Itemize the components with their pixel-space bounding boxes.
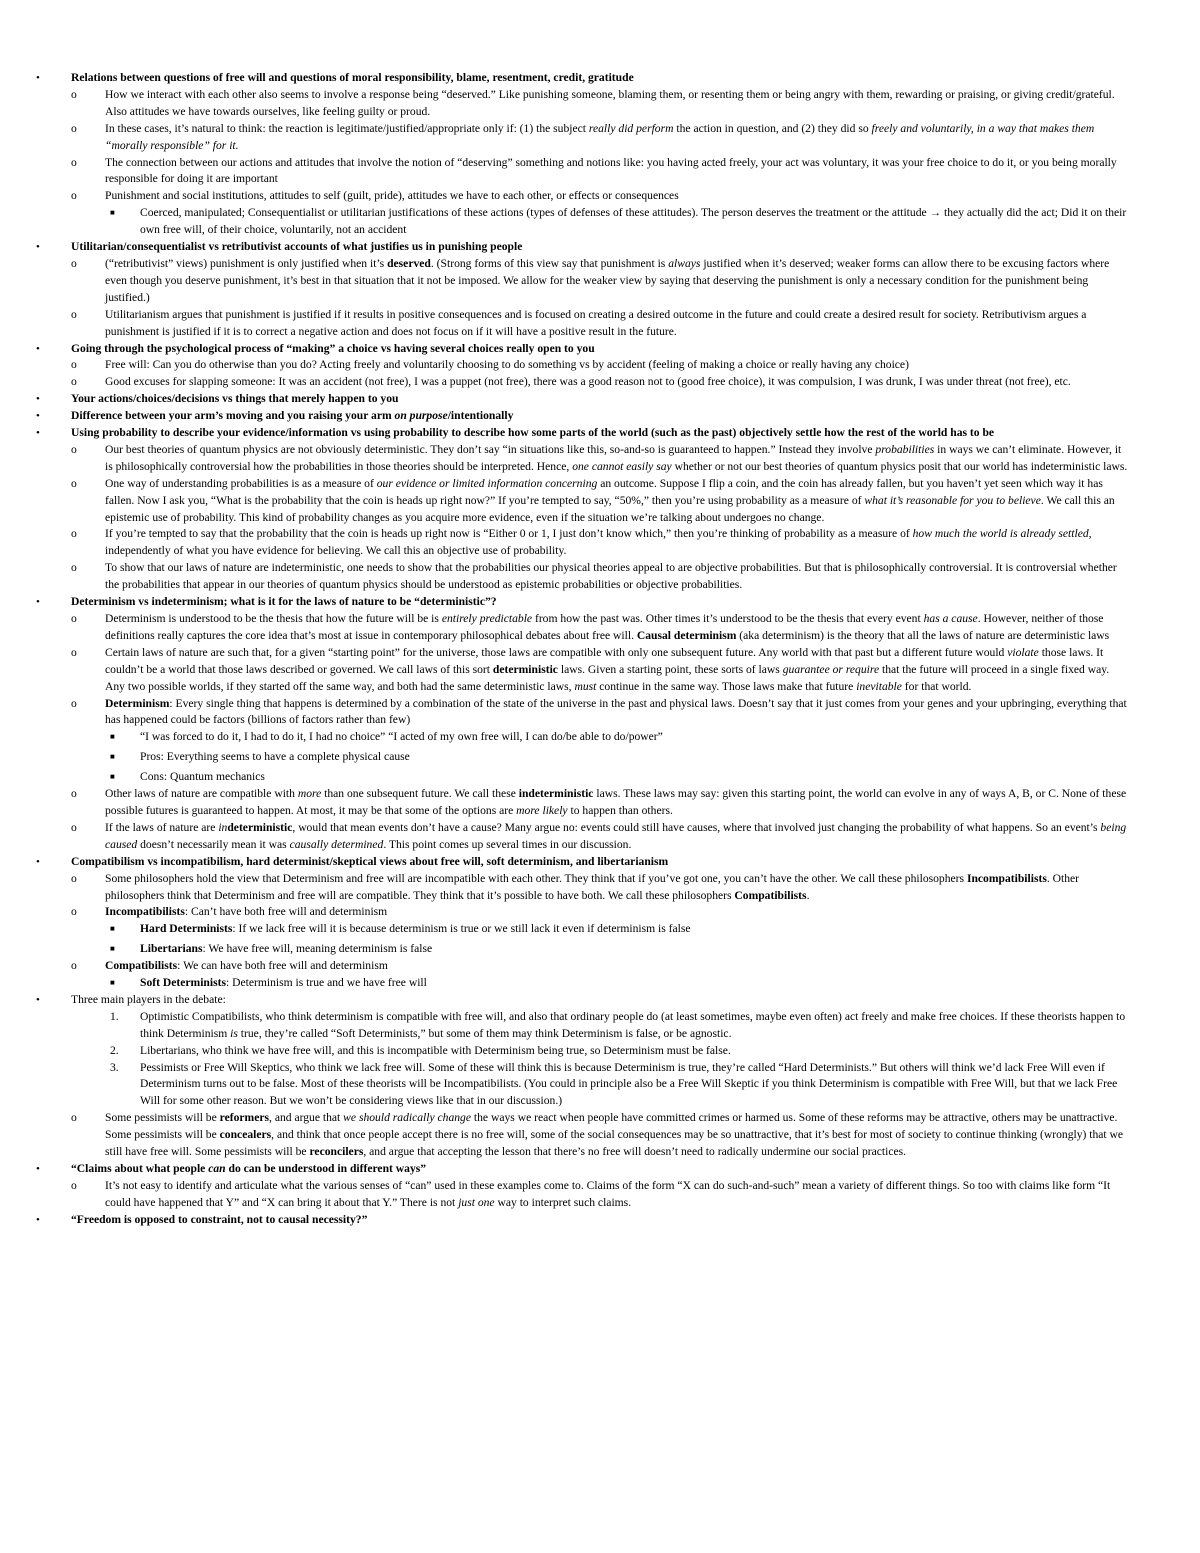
bullet-marker: o xyxy=(71,527,77,541)
bullet-marker: • xyxy=(36,596,40,609)
bullet-marker: o xyxy=(71,905,77,919)
bullet-marker: • xyxy=(36,427,40,440)
bullet-marker: o xyxy=(71,87,77,101)
item-text: Incompatibilists: Can’t have both free will and determinism xyxy=(105,905,388,919)
item-text: Libertarians: We have free will, meaning determinism is false xyxy=(140,942,433,956)
item-text: Coerced, manipulated; Consequentialist or utilitarian justifications of these actions (types of defenses of these attitudes). The person deserves the treatment or the attitude → they actually did the act; Did it on their own free will, of their choice, voluntarily, not an accident xyxy=(140,206,1127,237)
numbered-item xyxy=(105,1060,1130,1111)
sub-item xyxy=(70,871,1130,905)
sub-item xyxy=(70,476,1130,527)
heading-item xyxy=(34,391,1130,408)
sub-item xyxy=(70,786,1130,820)
item-text: Going through the psychological process of “making” a choice vs having several choices really open to you xyxy=(71,341,595,355)
item-text: Hard Determinists: If we lack free will it is because determinism is true or we still lack it even if determinism is false xyxy=(140,922,691,936)
sub-item xyxy=(70,155,1130,189)
item-text: Certain laws of nature are such that, for a given “starting point” for the universe, those laws are compatible with only one subsequent future. Any world with that past but a different future would violate those laws. It couldn’t be a world that those laws described or governed. We call laws of this sort deterministic laws. Given a starting point, these sorts of laws guarantee or require that the future will proceed in a single fixed way. Any two possible worlds, if they started off the same way, and both had the same deterministic laws, must continue in the same way. Those laws make that future inevitable for that world. xyxy=(105,645,1110,693)
item-text: Libertarians, who think we have free will, and this is incompatible with Determinism being true, so Determinism must be false. xyxy=(140,1043,731,1057)
item-text: Difference between your arm’s moving and you raising your arm on purpose/intentionally xyxy=(71,409,514,423)
sub-item xyxy=(70,1110,1130,1161)
bullet-marker: 2. xyxy=(110,1043,119,1057)
sub-sub-item xyxy=(105,941,1130,958)
bullet-marker: • xyxy=(36,342,40,355)
sub-item xyxy=(70,611,1130,645)
bullet-marker: o xyxy=(71,307,77,321)
sub-sub-item xyxy=(105,205,1130,239)
bullet-marker: o xyxy=(71,375,77,389)
bullet-marker: o xyxy=(71,121,77,135)
bullet-marker: 3. xyxy=(110,1060,119,1074)
bullet-marker: o xyxy=(71,442,77,456)
item-text: Some philosophers hold the view that Determinism and free will are incompatible with each other. They think that if you’ve got one, you can’t have the other. We call these philosophers Incompatibilists. Other philosophers think that Determinism and free will are compatible. They think that it’s possible to have both. We call these philosophers Compatibilists. xyxy=(105,871,1080,902)
bullet-marker: • xyxy=(36,393,40,406)
heading-item xyxy=(34,1161,1130,1178)
bullet-marker: o xyxy=(71,959,77,973)
item-text: It’s not easy to identify and articulate what the various senses of “can” used in these examples come to. Claims of the form “X can do such-and-such” mean a variety of different things. So too with claims like form “It could have happened that Y” and “X can bring it about that Y.” There is not just one way to interpret such claims. xyxy=(105,1178,1111,1209)
item-text: “I was forced to do it, I had to do it, I had no choice” “I acted of my own free will, I can do/be able to do/power” xyxy=(140,730,663,744)
heading-item xyxy=(34,341,1130,358)
list-item xyxy=(34,992,1130,1009)
numbered-item xyxy=(105,1009,1130,1043)
heading-item xyxy=(34,425,1130,442)
item-text: Optimistic Compatibilists, who think determinism is compatible with free will, and also that ordinary people do (at least sometimes, maybe even often) act freely and make free choices. If these theorists happen to think Determinism is true, they’re called “Soft Determinists,” but some of them may think Determinism is false, or be agnostic. xyxy=(140,1009,1126,1040)
sub-item xyxy=(70,307,1130,341)
sub-item xyxy=(70,958,1130,975)
item-text: Some pessimists will be reformers, and argue that we should radically change the ways we react when people have committed crimes or harmed us. Some of these reforms may be attractive, others may be unattractive. Some pessimists will be concealers, and think that once people accept there is no free will, some of the social consequences may be so unattractive, that it’s best for most of society to continue thinking (wrongly) that we still have free will. Some pessimists will be reconcilers, and argue that accepting the lesson that there’s no free will doesn’t need to radically undermine our social practices. xyxy=(105,1111,1124,1159)
item-text: Cons: Quantum mechanics xyxy=(140,770,265,784)
item-text: “Freedom is opposed to constraint, not to causal necessity?” xyxy=(71,1212,368,1226)
sub-sub-item xyxy=(105,975,1130,992)
bullet-marker: • xyxy=(36,1213,40,1226)
heading-item xyxy=(34,70,1130,87)
heading-item xyxy=(34,594,1130,611)
sub-item xyxy=(70,188,1130,205)
bullet-marker: • xyxy=(36,993,40,1006)
bullet-marker: o xyxy=(71,1178,77,1192)
bullet-marker: o xyxy=(71,256,77,270)
item-text: Your actions/choices/decisions vs things that merely happen to you xyxy=(71,392,399,406)
item-text: Punishment and social institutions, attitudes to self (guilt, pride), attitudes we have to each other, or effects or consequences xyxy=(105,189,679,203)
item-text: Relations between questions of free will and questions of moral responsibility, blame, resentment, credit, gratitude xyxy=(71,71,634,84)
item-text: Three main players in the debate: xyxy=(71,992,226,1006)
item-text: Compatibilists: We can have both free will and determinism xyxy=(105,959,388,973)
sub-item xyxy=(70,256,1130,307)
item-text: If you’re tempted to say that the probability that the coin is heads up right now is “Either 0 or 1, I just don’t know which,” then you’re thinking of probability as a measure of how much the world is already settled, independently of what you have evidence for believing. We call this an objective use of probability. xyxy=(105,527,1092,558)
item-text: The connection between our actions and attitudes that involve the notion of “deserving” something and notions like: you having acted freely, your act was voluntary, it was your free choice to do it, or you being morally responsible for doing it are important xyxy=(105,155,1117,186)
sub-item xyxy=(70,1178,1130,1212)
item-text: In these cases, it’s natural to think: the reaction is legitimate/justified/appropriate only if: (1) the subject really did perform the action in question, and (2) they did so freely and voluntarily, in a way that makes them “morally responsible” for it. xyxy=(105,121,1095,152)
sub-item xyxy=(70,121,1130,155)
bullet-marker: ■ xyxy=(110,944,115,954)
bullet-marker: ■ xyxy=(110,924,115,934)
sub-sub-item xyxy=(105,749,1130,766)
sub-item xyxy=(70,645,1130,696)
bullet-marker: ■ xyxy=(110,978,115,988)
item-text: Determinism is understood to be the thesis that how the future will be is entirely predictable from how the past was. Other times it’s understood to be the thesis that every event has a cause. However, neither of those definitions really captures the core idea that’s most at issue in contemporary philosophical debates about free will. Causal determinism (aka determinism) is the theory that all the laws of nature are deterministic laws xyxy=(105,612,1110,642)
sub-item xyxy=(70,526,1130,560)
bullet-marker: • xyxy=(36,410,40,423)
heading-item xyxy=(34,1212,1130,1229)
item-text: Utilitarianism argues that punishment is justified if it results in positive consequences and is focused on creating a desired outcome in the future and could create a desired result for society. Retributivism argues a punishment is justified if it is to correct a negative action and does not focus on if it will have a positive result in the future. xyxy=(105,307,1087,338)
sub-item xyxy=(70,357,1130,374)
bullet-marker: ■ xyxy=(110,732,115,742)
item-text: Our best theories of quantum physics are not obviously deterministic. They don’t say “in situations like this, so-and-so is guaranteed to happen.” Instead they involve probabilities in ways we can’t eliminate. However, it is philosophically controversial how the probabilities in those theories should be interpreted. Hence, one cannot easily say whether or not our best theories of quantum physics posit that our world has indeterministic laws. xyxy=(105,442,1128,473)
sub-item xyxy=(70,904,1130,921)
item-text: Free will: Can you do otherwise than you do? Acting freely and voluntarily choosing to do something vs by accident (feeling of making a choice or really having any choice) xyxy=(105,358,909,372)
heading-item xyxy=(34,854,1130,871)
item-text: Soft Determinists: Determinism is true and we have free will xyxy=(140,976,427,990)
sub-item xyxy=(70,820,1130,854)
heading-item xyxy=(34,239,1130,256)
bullet-marker: o xyxy=(71,820,77,834)
bullet-marker: o xyxy=(71,476,77,490)
item-text: To show that our laws of nature are indeterministic, one needs to show that the probabilities our physical theories appeal to are objective probabilities. But that is philosophically controversial. It is controversial whether the probabilities that appear in our theories of quantum physics should be understood as epistemic probabilities or objective probabilities. xyxy=(105,561,1117,592)
item-text: Determinism vs indeterminism; what is it for the laws of nature to be “deterministic”? xyxy=(71,595,497,609)
item-text: (“retributivist” views) punishment is only justified when it’s deserved. (Strong forms of this view say that punishment is always justified when it’s deserved; weaker forms can allow there to be excusing factors where even though you deserve punishment, it’s best in that situation that it not be imposed. We allow for the weaker view by saying that deserving the punishment is only a necessary condition for the punishment being justified.) xyxy=(105,256,1110,304)
bullet-marker: 1. xyxy=(110,1009,119,1023)
sub-sub-item xyxy=(105,921,1130,938)
heading-item xyxy=(34,408,1130,425)
bullet-marker: • xyxy=(36,855,40,868)
bullet-marker: o xyxy=(71,612,77,625)
bullet-marker: ■ xyxy=(110,752,115,762)
bullet-marker: o xyxy=(71,1111,77,1125)
bullet-marker: o xyxy=(71,358,77,372)
item-text: Pessimists or Free Will Skeptics, who think we lack free will. Some of these will think this is because Determinism is true, they’re called “Hard Determinists.” But others will think we’d lack Free Will even if Determinism turns out to be false. Most of these theorists will be Incompatibilists. (You could in principle also be a Free Will Skeptic if you think Determinism is compatible with Free Will, but that we lack Free Will for some other reason. But we won’t be considering views like that in our discussion.) xyxy=(140,1060,1118,1108)
bullet-marker: ■ xyxy=(110,772,115,782)
bullet-marker: o xyxy=(71,696,77,710)
sub-item xyxy=(70,374,1130,391)
bullet-marker: o xyxy=(71,189,77,203)
item-text: Utilitarian/consequentialist vs retributivist accounts of what justifies us in punishing people xyxy=(71,240,523,254)
item-text: Determinism: Every single thing that happens is determined by a combination of the state of the universe in the past and physical laws. Doesn’t say that it just comes from your genes and your upbringing, everything that has happened could be factors (billions of factors rather than few) xyxy=(105,696,1127,727)
bullet-marker: o xyxy=(71,561,77,575)
bullet-marker: o xyxy=(71,155,77,169)
item-text: If the laws of nature are indeterministic, would that mean events don’t have a cause? Many argue no: events could still have causes, where that involved just changing the probability of what happens. So an event’s being caused doesn’t necessarily mean it was causally determined. This point comes up several times in our discussion. xyxy=(105,820,1127,851)
item-text: One way of understanding probabilities is as a measure of our evidence or limited information concerning an outcome. Suppose I flip a coin, and the coin has already fallen, but you haven’t yet seen which way it has fallen. Now I ask you, “What is the probability that the coin is heads up right now?” If you’re tempted to say, “50%,” then you’re using probability as a measure of what it’s reasonable for you to believe. We call this an epistemic use of probability. This kind of probability changes as you acquire more evidence, even if the situation we’re talking about undergoes no change. xyxy=(105,476,1115,524)
sub-sub-item xyxy=(105,729,1130,746)
sub-sub-item xyxy=(105,769,1130,786)
numbered-item xyxy=(105,1043,1130,1060)
sub-item xyxy=(70,442,1130,476)
bullet-marker: o xyxy=(71,871,77,885)
item-text: Other laws of nature are compatible with more than one subsequent future. We call these indeterministic laws. These laws may say: given this starting point, the world can evolve in any of ways A, B, or C. None of these possible futures is guaranteed to happen. At most, it may be that some of the options are more likely to happen than others. xyxy=(105,787,1127,817)
item-text: Using probability to describe your evidence/information vs using probability to describe how some parts of the world (such as the past) objectively settle how the rest of the world has to be xyxy=(71,426,995,440)
bullet-marker: o xyxy=(71,645,77,659)
bullet-marker: • xyxy=(36,72,40,84)
bullet-marker: • xyxy=(36,1163,40,1175)
item-text: How we interact with each other also seems to involve a response being “deserved.” Like punishing someone, blaming them, or resenting them or being angry with them, rewarding or praising, or giving credit/grateful. Also attitudes we have towards ourselves, like feeling guilty or proud. xyxy=(105,87,1115,118)
bullet-marker: o xyxy=(71,787,77,801)
sub-item xyxy=(70,560,1130,594)
sub-item xyxy=(70,87,1130,121)
item-text: “Claims about what people can do can be understood in different ways” xyxy=(71,1162,427,1175)
item-text: Good excuses for slapping someone: It was an accident (not free), I was a puppet (not free), there was a good reason not to (good free choice), it was compulsion, I was drunk, I was under threat (not free), etc. xyxy=(105,375,1071,389)
item-text: Compatibilism vs incompatibilism, hard determinist/skeptical views about free will, soft determinism, and libertarianism xyxy=(71,854,669,868)
sub-item xyxy=(70,696,1130,730)
bullet-marker: • xyxy=(36,241,40,254)
item-text: Pros: Everything seems to have a complete physical cause xyxy=(140,750,410,764)
bullet-marker: ■ xyxy=(110,208,115,218)
